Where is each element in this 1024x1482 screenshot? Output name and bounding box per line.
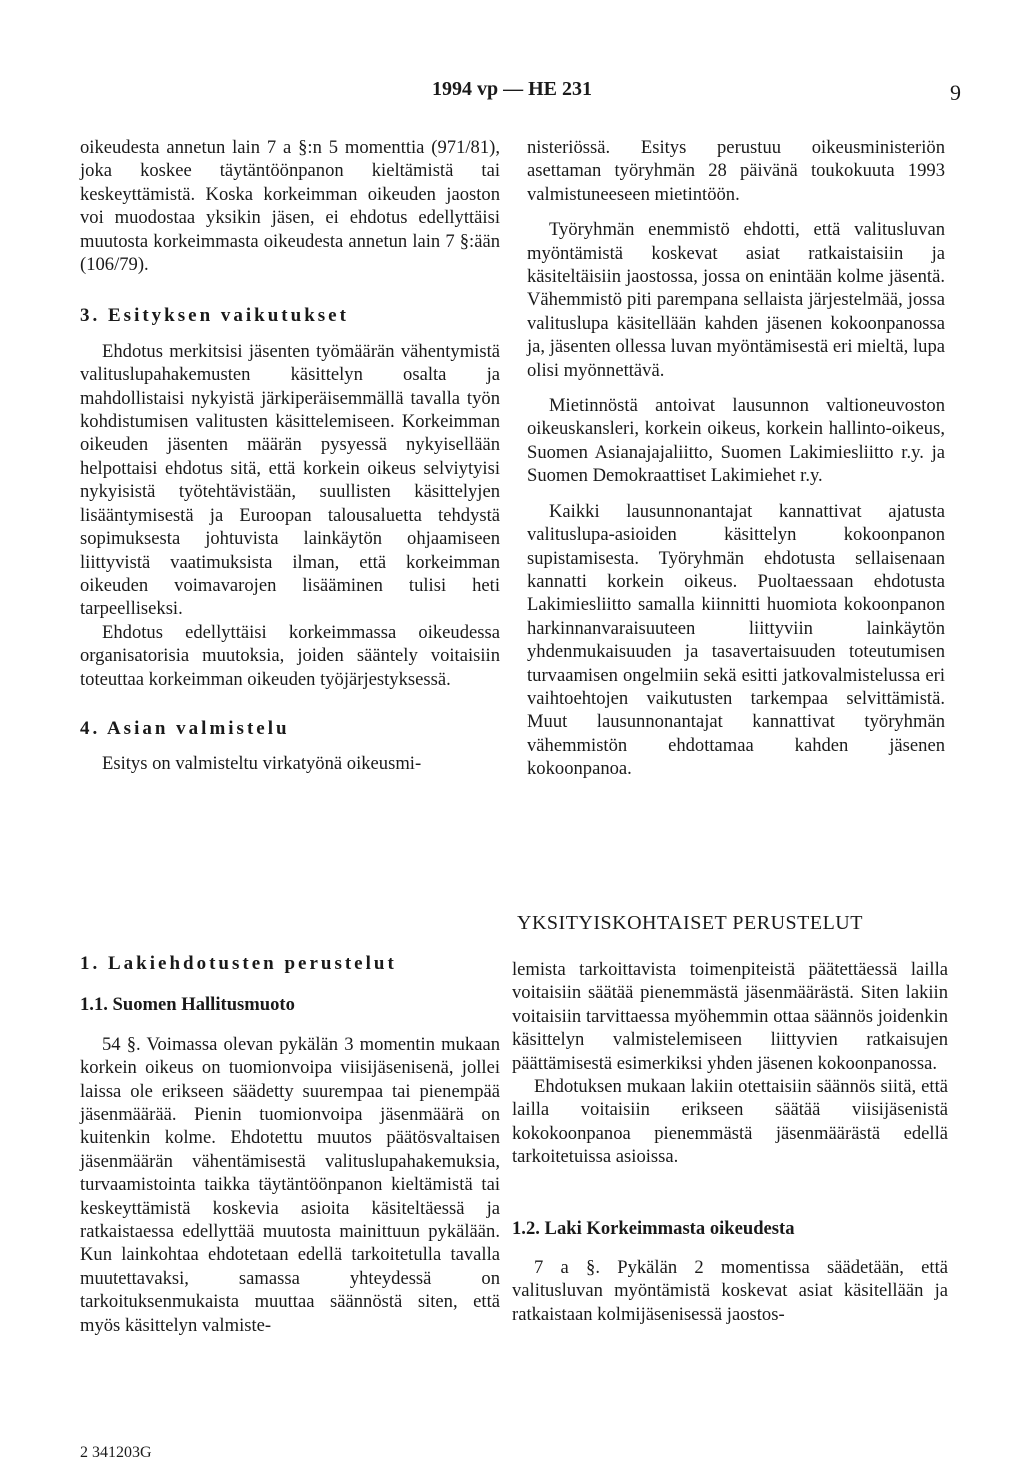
section-title: YKSITYISKOHTAISET PERUSTELUT xyxy=(517,912,863,934)
heading-1: 1. Lakiehdotusten perustelut xyxy=(80,953,397,974)
paragraph: Mietinnöstä antoivat lausunnon valtioneuvoston oikeuskansleri, korkein oikeus, korkein hallinto-oikeus, Suomen Asianajajaliitto, Suomen Lakimiesliitto r.y. ja Suomen Demokraattiset Lakimiehet r.y. xyxy=(527,395,945,487)
column-bottom-right xyxy=(512,958,948,1326)
page-number: 9 xyxy=(950,80,961,105)
paragraph: lemista tarkoittavista toimenpiteistä päätettäessä lailla voitaisiin säätää pienemmästä jäsenmäärästä. Siten lakiin voitaisiin tarvittaessa myöhemmin ottaa säännös joidenkin käsittelyn valmistelemiseen liittyvien ratkaisujen päättämisestä esimerkiksi yhden jäsenen kokoonpanossa. xyxy=(512,959,948,1074)
print-code: 2 341203G xyxy=(80,1444,152,1461)
paragraph: Esitys on valmisteltu virkatyönä oikeusmi- xyxy=(102,753,422,775)
paragraph: Ehdotus merkitsisi jäsenten työmäärän vähentymistä valituslupahakemusten käsittelyn osalta ja mahdollistaisi nykyistä järkiperäisemmällä tavalla työn kohdistumisen valitusten käsittelemiseen. Korkeimman oikeuden jäsenten määrän pysyessä nykyisellään helpottaisi ehdotus sitä, että korkein oikeus selviytyisi nykyisistä työtehtävistään, suullisten käsittelyjen lisääntymisestä ja Euroopan talousaluetta tehdystä sopimuksesta johtuvista lainkäytön ohjaamiseen liittyvistä vaatimuksista ilman, että korkeimman oikeuden voimavarojen lisääminen tulisi heti tarpeelliseksi. xyxy=(80,340,500,620)
paragraph: nisteriössä. Esitys perustuu oikeusministeriön asettaman työryhmän 28 päivänä toukokuuta 1993 valmistuneeseen mietintöön. xyxy=(527,137,945,205)
paragraph: Työryhmän enemmistö ehdotti, että valitusluvan myöntämistä koskevat asiat ratkaistaisiin ja käsiteltäisiin jaostossa, jossa on enintään kolme jäsentä. Vähemmistö piti parempana sellaista järjestelmää, jossa valituslupa käsitellään kahden jäsenen kokoonpanossa ja, jäsenten ollessa luvan myöntämisestä eri mieltä, lupa olisi myönnettävä. xyxy=(527,219,945,381)
section-heading-3: 3. Esityksen vaikutukset xyxy=(80,305,349,327)
running-header: 1994 vp — HE 231 xyxy=(431,78,593,100)
paragraph: Ehdotus edellyttäisi korkeimmassa oikeudessa organisatorisia muutoksia, joiden sääntely voitaisiin toteuttaa korkeimman oikeuden työjärjestyksessä. xyxy=(80,621,500,690)
paragraph: 54 §. Voimassa olevan pykälän 3 momentin mukaan korkein oikeus on tuomionvoipa viisijäsenisenä, jollei laissa ole erikseen säädetty suurempaa tai pienempää jäsenmäärää. Pienin tuomionvoipa jäsenmäärä on kuitenkin kolme. Ehdotettu muutos päätösvaltaisen jäsenmäärän vähentämisestä valituslupahakemuksia, turvaamistointa taikka täytäntöönpanon kieltämistä tai keskeyttämistä koskevia asioita käsiteltäessä ja ratkaistaessa edellyttää muutosta mainittuun pykälään. Kun lainkohtaa ehdotetaan edellä tarkoitetulla tavalla muutettavaksi, samassa yhteydessä on tarkoituksenmukaista muuttaa säännöstä siten, että myös käsittelyn valmiste- xyxy=(80,1033,500,1336)
column-top-left xyxy=(80,136,500,776)
paragraph: Ehdotuksen mukaan lakiin otettaisiin säännös siitä, että lailla voitaisiin erikseen säätää viisijäsenistä kokokoonpanoa pienemmästä jäsenmäärästä edellä tarkoitetuissa asioissa. xyxy=(512,1076,948,1168)
heading-1-1: 1.1. Suomen Hallitusmuoto xyxy=(80,994,295,1016)
column-bottom-left xyxy=(80,952,500,1337)
paragraph: Kaikki lausunnonantajat kannattivat ajatusta valituslupa-asioiden käsittelyn kokoonpanon supistamisesta. Työryhmän ehdotusta sellaisenaan kannatti korkein oikeus. Puoltaessaan ehdotusta Lakimiesliitto samalla kiinnitti huomiota kokoonpanon harkinnanvaraisuuteen liittyviin lainkäytön yhdenmukaisuuden ja tasavertaisuuden toteutumisen turvaamisen ongelmiin sekä esitti jatkovalmistelussa eri vaihtoehtojen vaikutusten tarkempaa selvittämistä. Muut lausunnonantajat kannattivat työryhmän vähemmistön ehdottamaa kahden jäsenen kokoonpanoa. xyxy=(527,500,945,780)
column-top-right xyxy=(527,136,945,781)
paragraph: 7 a §. Pykälän 2 momentissa säädetään, että valitusluvan myöntämistä koskevat asiat käsitellään ja ratkaistaan kolmijäsenisessä jaostos- xyxy=(512,1257,948,1325)
heading-1-2: 1.2. Laki Korkeimmasta oikeudesta xyxy=(512,1217,795,1239)
paragraph: oikeudesta annetun lain 7 a §:n 5 momenttia (971/81), joka koskee täytäntöönpanon kieltämistä tai keskeyttämistä. Koska korkeimman oikeuden jaoston voi muodostaa yksikin jäsen, ei ehdotus edellyttäisi muutosta korkeimmasta oikeudesta annetun lain 7 §:ään (106/79). xyxy=(80,137,500,276)
section-heading-4: 4. Asian valmistelu xyxy=(80,717,290,739)
